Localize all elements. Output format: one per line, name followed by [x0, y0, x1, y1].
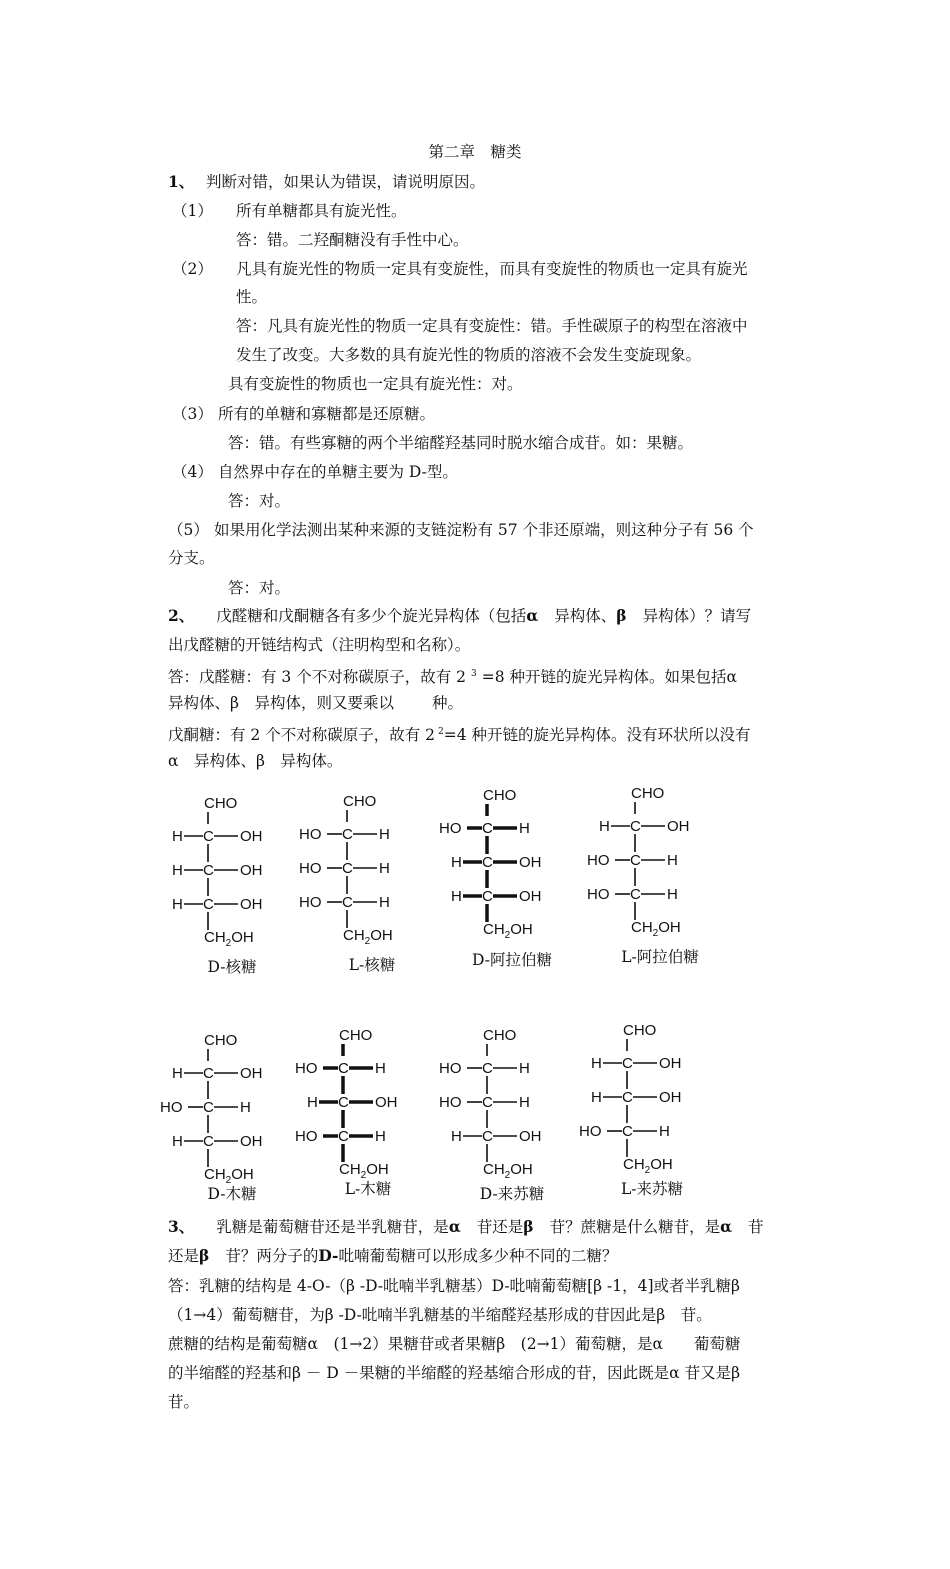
q3-answer-line3: 蔗糖的结构是葡萄糖α (1→2）果糖苷或者果糖β (2→1）葡萄糖，是α 葡萄糖	[168, 1335, 741, 1353]
carbon-atom: C	[482, 1060, 493, 1077]
substituent-right: H	[375, 1060, 386, 1077]
fischer-structure	[439, 782, 572, 951]
hydroxymethyl-group: $CH_2OH$	[204, 929, 254, 949]
substituent-left: H	[599, 818, 610, 835]
q2-text-b: 异构体、	[554, 607, 617, 625]
substituent-left: HO	[587, 886, 610, 903]
carbon-atom: C	[622, 1123, 633, 1140]
hydroxymethyl-group: $CH_2OH$	[204, 1166, 254, 1186]
carbon-atom: C	[482, 820, 493, 837]
substituent-left: HO	[160, 1099, 183, 1116]
carbon-atom: C	[203, 862, 214, 879]
carbon-atom: C	[622, 1089, 633, 1106]
substituent-right: H	[659, 1123, 670, 1140]
q1-item1-label: （1）	[172, 202, 213, 220]
q2-beta: β	[616, 606, 627, 625]
substituent-left: H	[451, 888, 462, 905]
substituent-right: OH	[375, 1094, 398, 1111]
substituent-right: H	[240, 1099, 251, 1116]
q2-a3-text: 戊酮糖：有 2 个不对称碳原子，故有 2	[168, 726, 436, 744]
fischer-structure	[168, 790, 293, 959]
substituent-right: OH	[240, 896, 263, 913]
q1-item2-label: （2）	[172, 260, 213, 278]
carbon-atom: C	[203, 1099, 214, 1116]
substituent-right: H	[379, 860, 390, 877]
substituent-left: HO	[299, 826, 322, 843]
substituent-left: H	[451, 1128, 462, 1145]
page-title: 第二章 糖类	[428, 143, 522, 161]
aldehyde-group: CHO	[631, 785, 665, 802]
q2-answer-line4: α 异构体、β 异构体。	[168, 752, 343, 770]
q3-text-a: 乳糖是葡萄糖苷还是半乳糖苷，是	[216, 1218, 449, 1236]
q2-a1-text-b: =8 种开链的旋光异构体。如果包括α	[481, 668, 737, 686]
substituent-left: HO	[299, 894, 322, 911]
substituent-left: HO	[439, 820, 462, 837]
aldehyde-group: CHO	[339, 1027, 373, 1044]
substituent-right: OH	[240, 828, 263, 845]
substituent-right: H	[519, 1060, 530, 1077]
q3-answer-line2: （1→4）葡萄糖苷，为β -D-吡喃半乳糖基的半缩醛羟基形成的苷因此是β 苷。	[168, 1306, 712, 1324]
hydroxymethyl-group: $CH_2OH$	[343, 927, 393, 947]
q1-item2-statement-line1: 凡具有旋光性的物质一定具有变旋性，而具有变旋性的物质也一定具有旋光	[236, 260, 748, 278]
carbon-atom: C	[630, 886, 641, 903]
q3-text-d: 苷	[748, 1218, 764, 1236]
q1-item5-answer: 答：对。	[228, 579, 291, 597]
substituent-right: OH	[659, 1055, 682, 1072]
q3-d-prefix: D-	[318, 1246, 339, 1265]
fischer-structure	[299, 788, 432, 957]
structure-name: D-核糖	[207, 958, 257, 976]
carbon-atom: C	[203, 1133, 214, 1150]
q2-answer-line3	[168, 722, 751, 745]
q2-line2: 出戊醛糖的开链结构式（注明构型和名称）。	[168, 636, 471, 654]
q1-item5-statement-line2: 分支。	[168, 549, 215, 567]
aldehyde-group: CHO	[343, 793, 377, 810]
carbon-atom: C	[482, 888, 493, 905]
substituent-right: OH	[240, 1065, 263, 1082]
substituent-left: H	[591, 1089, 602, 1106]
substituent-right: H	[519, 820, 530, 837]
q1-item2-answer-line1: 答：凡具有旋光性的物质一定具有变旋性：错。手性碳原子的构型在溶液中	[236, 317, 748, 335]
q1-text: 判断对错，如果认为错误，请说明原因。	[206, 173, 486, 191]
q1-item2-answer-line3: 具有变旋性的物质也一定具有旋光性：对。	[228, 375, 523, 393]
q1-item4-statement: 自然界中存在的单糖主要为 D-型。	[218, 463, 458, 481]
substituent-left: H	[307, 1094, 318, 1111]
q2-number: 2、	[168, 606, 195, 625]
substituent-left: HO	[295, 1128, 318, 1145]
substituent-right: OH	[659, 1089, 682, 1106]
q1-number: 1、	[168, 172, 195, 191]
carbon-atom: C	[203, 896, 214, 913]
substituent-left: H	[172, 1065, 183, 1082]
structure-name: L-来苏糖	[620, 1180, 684, 1198]
q1-item2-statement-line2: 性。	[236, 288, 268, 306]
q2-a3-exponent: 2	[438, 727, 444, 737]
q2-a2-text-b: 种。	[431, 694, 463, 712]
q3-text-f: 苷？两分子的	[225, 1247, 319, 1265]
structure-name: L-核糖	[348, 956, 396, 974]
hydroxymethyl-group: $CH_2OH$	[631, 919, 681, 939]
structure-name: D-来苏糖	[479, 1185, 545, 1203]
q3-alpha: α	[448, 1217, 461, 1236]
q2-answer-line2	[168, 693, 463, 713]
substituent-left: HO	[439, 1060, 462, 1077]
q1-item1-statement: 所有单糖都具有旋光性。	[236, 202, 407, 220]
q2-line1	[168, 606, 751, 626]
substituent-left: HO	[579, 1123, 602, 1140]
fischer-structure	[579, 1017, 712, 1186]
q1-item4-label: （4）	[172, 463, 213, 481]
carbon-atom: C	[482, 1128, 493, 1145]
carbon-atom: C	[203, 828, 214, 845]
fischer-structure	[439, 1022, 572, 1191]
q3-beta: β	[523, 1217, 534, 1236]
q2-text-a: 戊醛糖和戊酮糖各有多少个旋光异构体（包括	[216, 607, 527, 625]
substituent-left: HO	[295, 1060, 318, 1077]
q3-text-g: 吡喃葡萄糖可以形成多少种不同的二糖？	[338, 1247, 618, 1265]
aldehyde-group: CHO	[204, 795, 238, 812]
q2-a1-text: 答：戊醛糖：有 3 个不对称碳原子，故有 2	[168, 668, 467, 686]
carbon-atom: C	[338, 1060, 349, 1077]
substituent-right: H	[375, 1128, 386, 1145]
q1-item3-answer: 答：错。有些寡糖的两个半缩醛羟基同时脱水缩合成苷。如：果糖。	[228, 434, 694, 452]
carbon-atom: C	[622, 1055, 633, 1072]
carbon-atom: C	[630, 852, 641, 869]
substituent-right: OH	[240, 1133, 263, 1150]
structure-name: L-木糖	[344, 1180, 392, 1198]
fischer-structure	[295, 1022, 428, 1191]
q1-item1-answer: 答：错。二羟酮糖没有手性中心。	[236, 231, 469, 249]
q3-text-b: 苷还是	[476, 1218, 524, 1236]
hydroxymethyl-group: $CH_2OH$	[483, 1161, 533, 1181]
q1-item5-statement-line1: 如果用化学法测出某种来源的支链淀粉有 57 个非还原端，则这种分子有 56 个	[214, 521, 754, 539]
q2-text-c: 异构体）？请写	[642, 607, 752, 625]
carbon-atom: C	[342, 894, 353, 911]
q1-item3-statement: 所有的单糖和寡糖都是还原糖。	[218, 405, 436, 423]
q2-a3-text-b: =4 种开链的旋光异构体。没有环状所以没有	[443, 726, 751, 744]
q3-answer-line1: 答：乳糖的结构是 4-O-（β -D-吡喃半乳糖基）D-吡喃葡萄糖[β -1，4]或者半乳糖β	[168, 1277, 740, 1295]
q1-item2-answer-line2: 发生了改变。大多数的具有旋光性的物质的溶液不会发生变旋现象。	[236, 346, 702, 364]
carbon-atom: C	[338, 1128, 349, 1145]
substituent-right: OH	[519, 854, 542, 871]
structure-name: D-木糖	[207, 1185, 257, 1203]
carbon-atom: C	[482, 1094, 493, 1111]
substituent-right: OH	[519, 888, 542, 905]
q1-item3-label: （3）	[172, 405, 213, 423]
q3-number: 3、	[168, 1217, 195, 1236]
substituent-right: H	[667, 852, 678, 869]
substituent-left: H	[172, 1133, 183, 1150]
substituent-right: H	[379, 826, 390, 843]
aldehyde-group: CHO	[623, 1022, 657, 1039]
substituent-left: H	[172, 862, 183, 879]
substituent-right: H	[379, 894, 390, 911]
hydroxymethyl-group: $CH_2OH$	[339, 1161, 389, 1181]
substituent-right: OH	[519, 1128, 542, 1145]
q2-answer-line1	[168, 664, 737, 687]
aldehyde-group: CHO	[483, 1027, 517, 1044]
q3-text-c: 苷？蔗糖是什么糖苷，是	[549, 1218, 721, 1236]
structure-name: L-阿拉伯糖	[621, 948, 699, 966]
substituent-left: H	[451, 854, 462, 871]
fischer-structure	[587, 780, 720, 949]
q3-answer-line5: 苷。	[168, 1393, 200, 1411]
hydroxymethyl-group: $CH_2OH$	[623, 1156, 673, 1176]
q2-a1-exponent: 3	[471, 669, 477, 679]
q3-line1	[168, 1217, 764, 1237]
fischer-structure	[160, 1027, 293, 1196]
q2-alpha: α	[526, 606, 539, 625]
substituent-left: H	[591, 1055, 602, 1072]
substituent-left: H	[172, 896, 183, 913]
substituent-left: HO	[587, 852, 610, 869]
substituent-right: H	[667, 886, 678, 903]
q1-item5-label: （5）	[168, 521, 209, 539]
carbon-atom: C	[342, 860, 353, 877]
carbon-atom: C	[338, 1094, 349, 1111]
aldehyde-group: CHO	[204, 1032, 238, 1049]
carbon-atom: C	[342, 826, 353, 843]
carbon-atom: C	[203, 1065, 214, 1082]
q3-text-e: 还是	[168, 1247, 200, 1265]
substituent-left: HO	[439, 1094, 462, 1111]
hydroxymethyl-group: $CH_2OH$	[483, 921, 533, 941]
substituent-right: H	[519, 1094, 530, 1111]
q2-a2-text: 异构体、β 异构体，则又要乘以	[168, 694, 394, 712]
q3-answer-line4: 的半缩醛的羟基和β － D －果糖的半缩醛的羟基缩合形成的苷，因此既是α 苷又是β	[168, 1364, 741, 1382]
q3-line2	[168, 1246, 618, 1266]
substituent-right: OH	[240, 862, 263, 879]
substituent-left: H	[172, 828, 183, 845]
q3-alpha-2: α	[720, 1217, 733, 1236]
carbon-atom: C	[482, 854, 493, 871]
substituent-right: OH	[667, 818, 690, 835]
structure-name: D-阿拉伯糖	[472, 951, 552, 969]
aldehyde-group: CHO	[483, 787, 517, 804]
substituent-left: HO	[299, 860, 322, 877]
q3-beta-2: β	[199, 1246, 210, 1265]
carbon-atom: C	[630, 818, 641, 835]
q1-item4-answer: 答：对。	[228, 492, 291, 510]
